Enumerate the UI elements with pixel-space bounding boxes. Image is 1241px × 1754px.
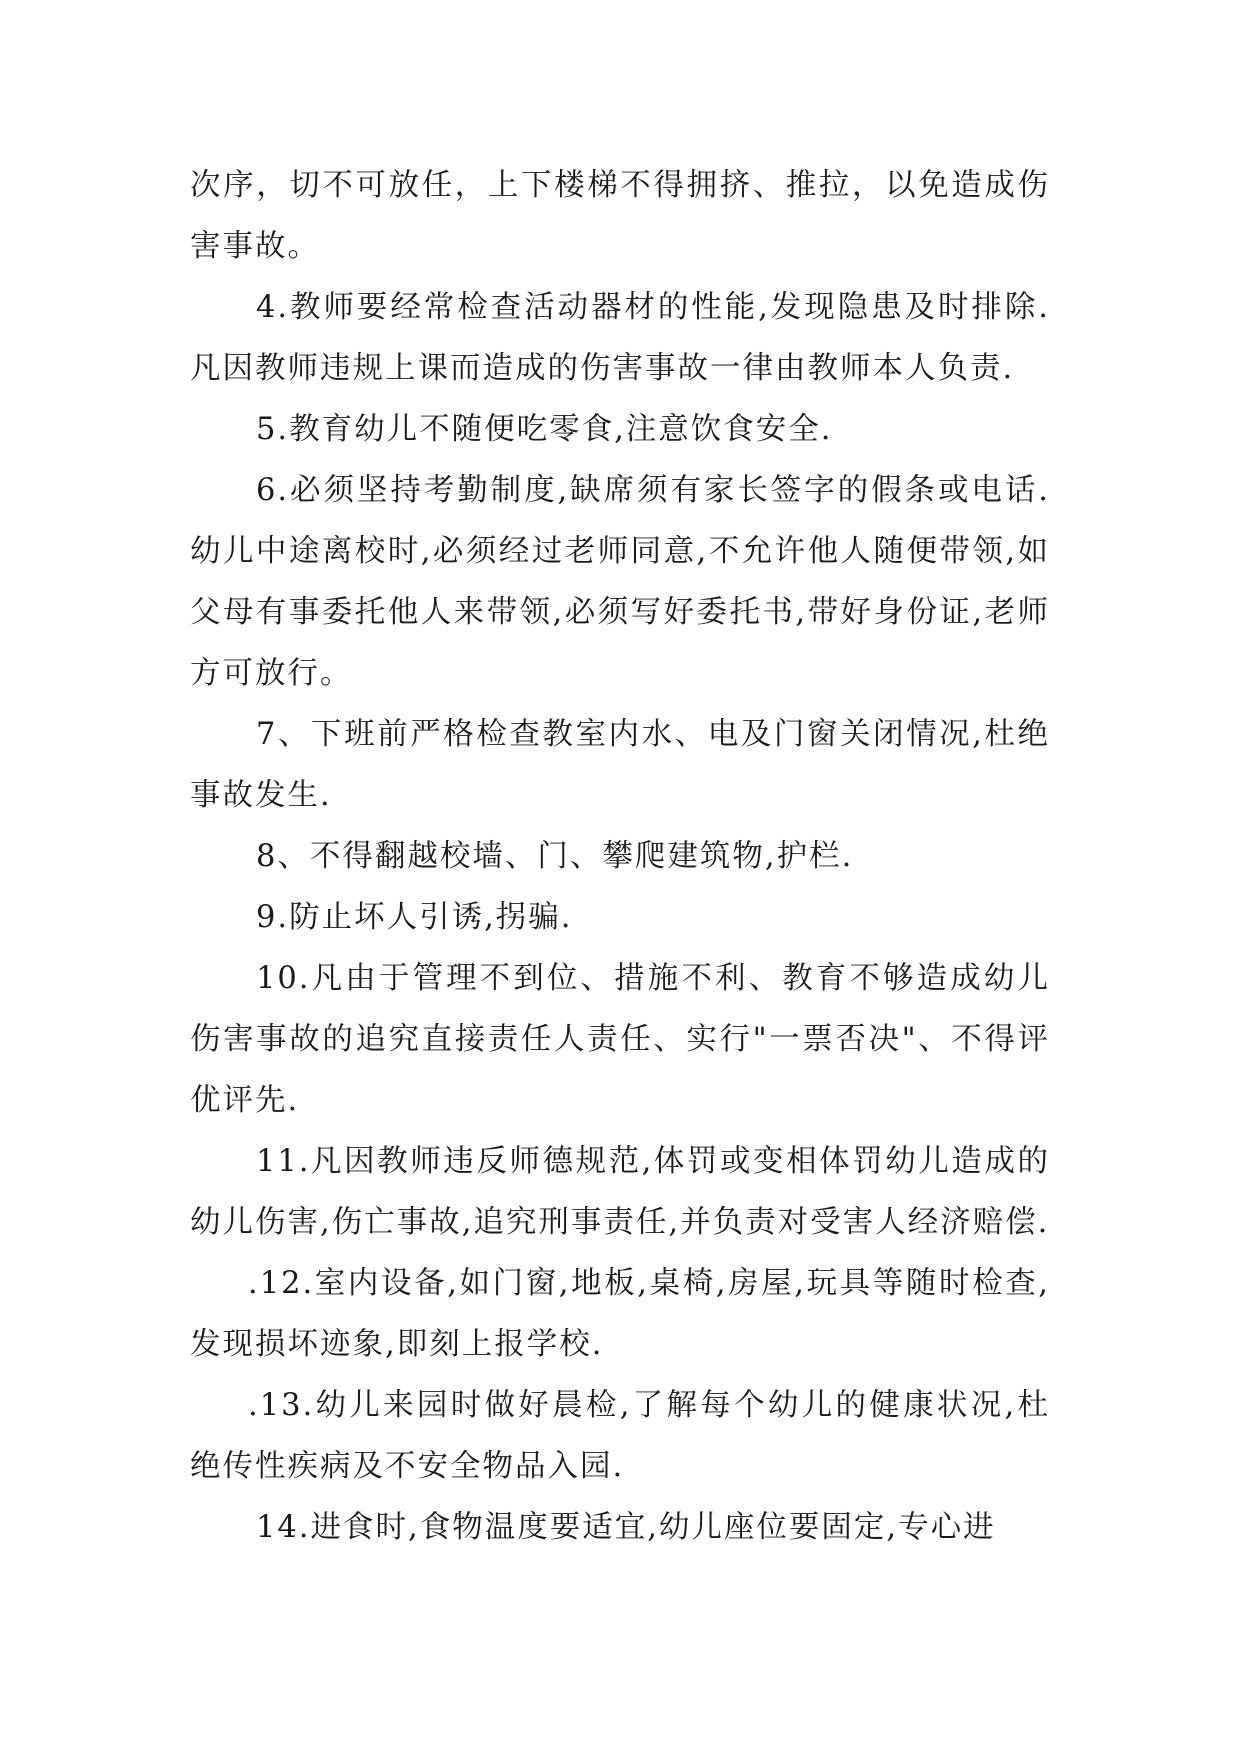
paragraph-item-13: .13.幼儿来园时做好晨检,了解每个幼儿的健康状况,杜绝传性疾病及不安全物品入园. xyxy=(190,1388,1050,1484)
paragraph-item-8: 8、不得翻越校墙、门、攀爬建筑物,护栏. xyxy=(256,839,854,874)
paragraph-item-5: 5.教育幼儿不随便吃零食,注意饮食安全. xyxy=(256,412,833,447)
paragraph-continuation: 次序，切不可放任，上下楼梯不得拥挤、推拉，以免造成伤害事故。 xyxy=(190,168,1050,264)
paragraph-item-4: 4.教师要经常检查活动器材的性能,发现隐患及时排除.凡因教师违规上课而造成的伤害事故一律由教师本人负责. xyxy=(190,290,1050,386)
paragraph-item-7: 7、下班前严格检查教室内水、电及门窗关闭情况,杜绝事故发生. xyxy=(190,717,1050,813)
paragraph-item-12: .12.室内设备,如门窗,地板,桌椅,房屋,玩具等随时检查,发现损坏迹象,即刻上报学校. xyxy=(190,1266,1050,1362)
paragraph-item-14: 14.进食时,食物温度要适宜,幼儿座位要固定,专心进 xyxy=(256,1510,996,1545)
paragraph-item-11: 11.凡因教师违反师德规范,体罚或变相体罚幼儿造成的幼儿伤害,伤亡事故,追究刑事责任,并负责对受害人经济赔偿. xyxy=(190,1144,1050,1240)
paragraph-item-9: 9.防止坏人引诱,拐骗. xyxy=(256,900,573,935)
paragraph-item-10: 10.凡由于管理不到位、措施不利、教育不够造成幼儿伤害事故的追究直接责任人责任、实行"一票否决"、不得评优评先. xyxy=(190,961,1050,1118)
document-body xyxy=(190,155,1050,1558)
paragraph-item-6: 6.必须坚持考勤制度,缺席须有家长签字的假条或电话.幼儿中途离校时,必须经过老师同意,不允许他人随便带领,如父母有事委托他人来带领,必须写好委托书,带好身份证,老师方可放行。 xyxy=(190,473,1050,691)
